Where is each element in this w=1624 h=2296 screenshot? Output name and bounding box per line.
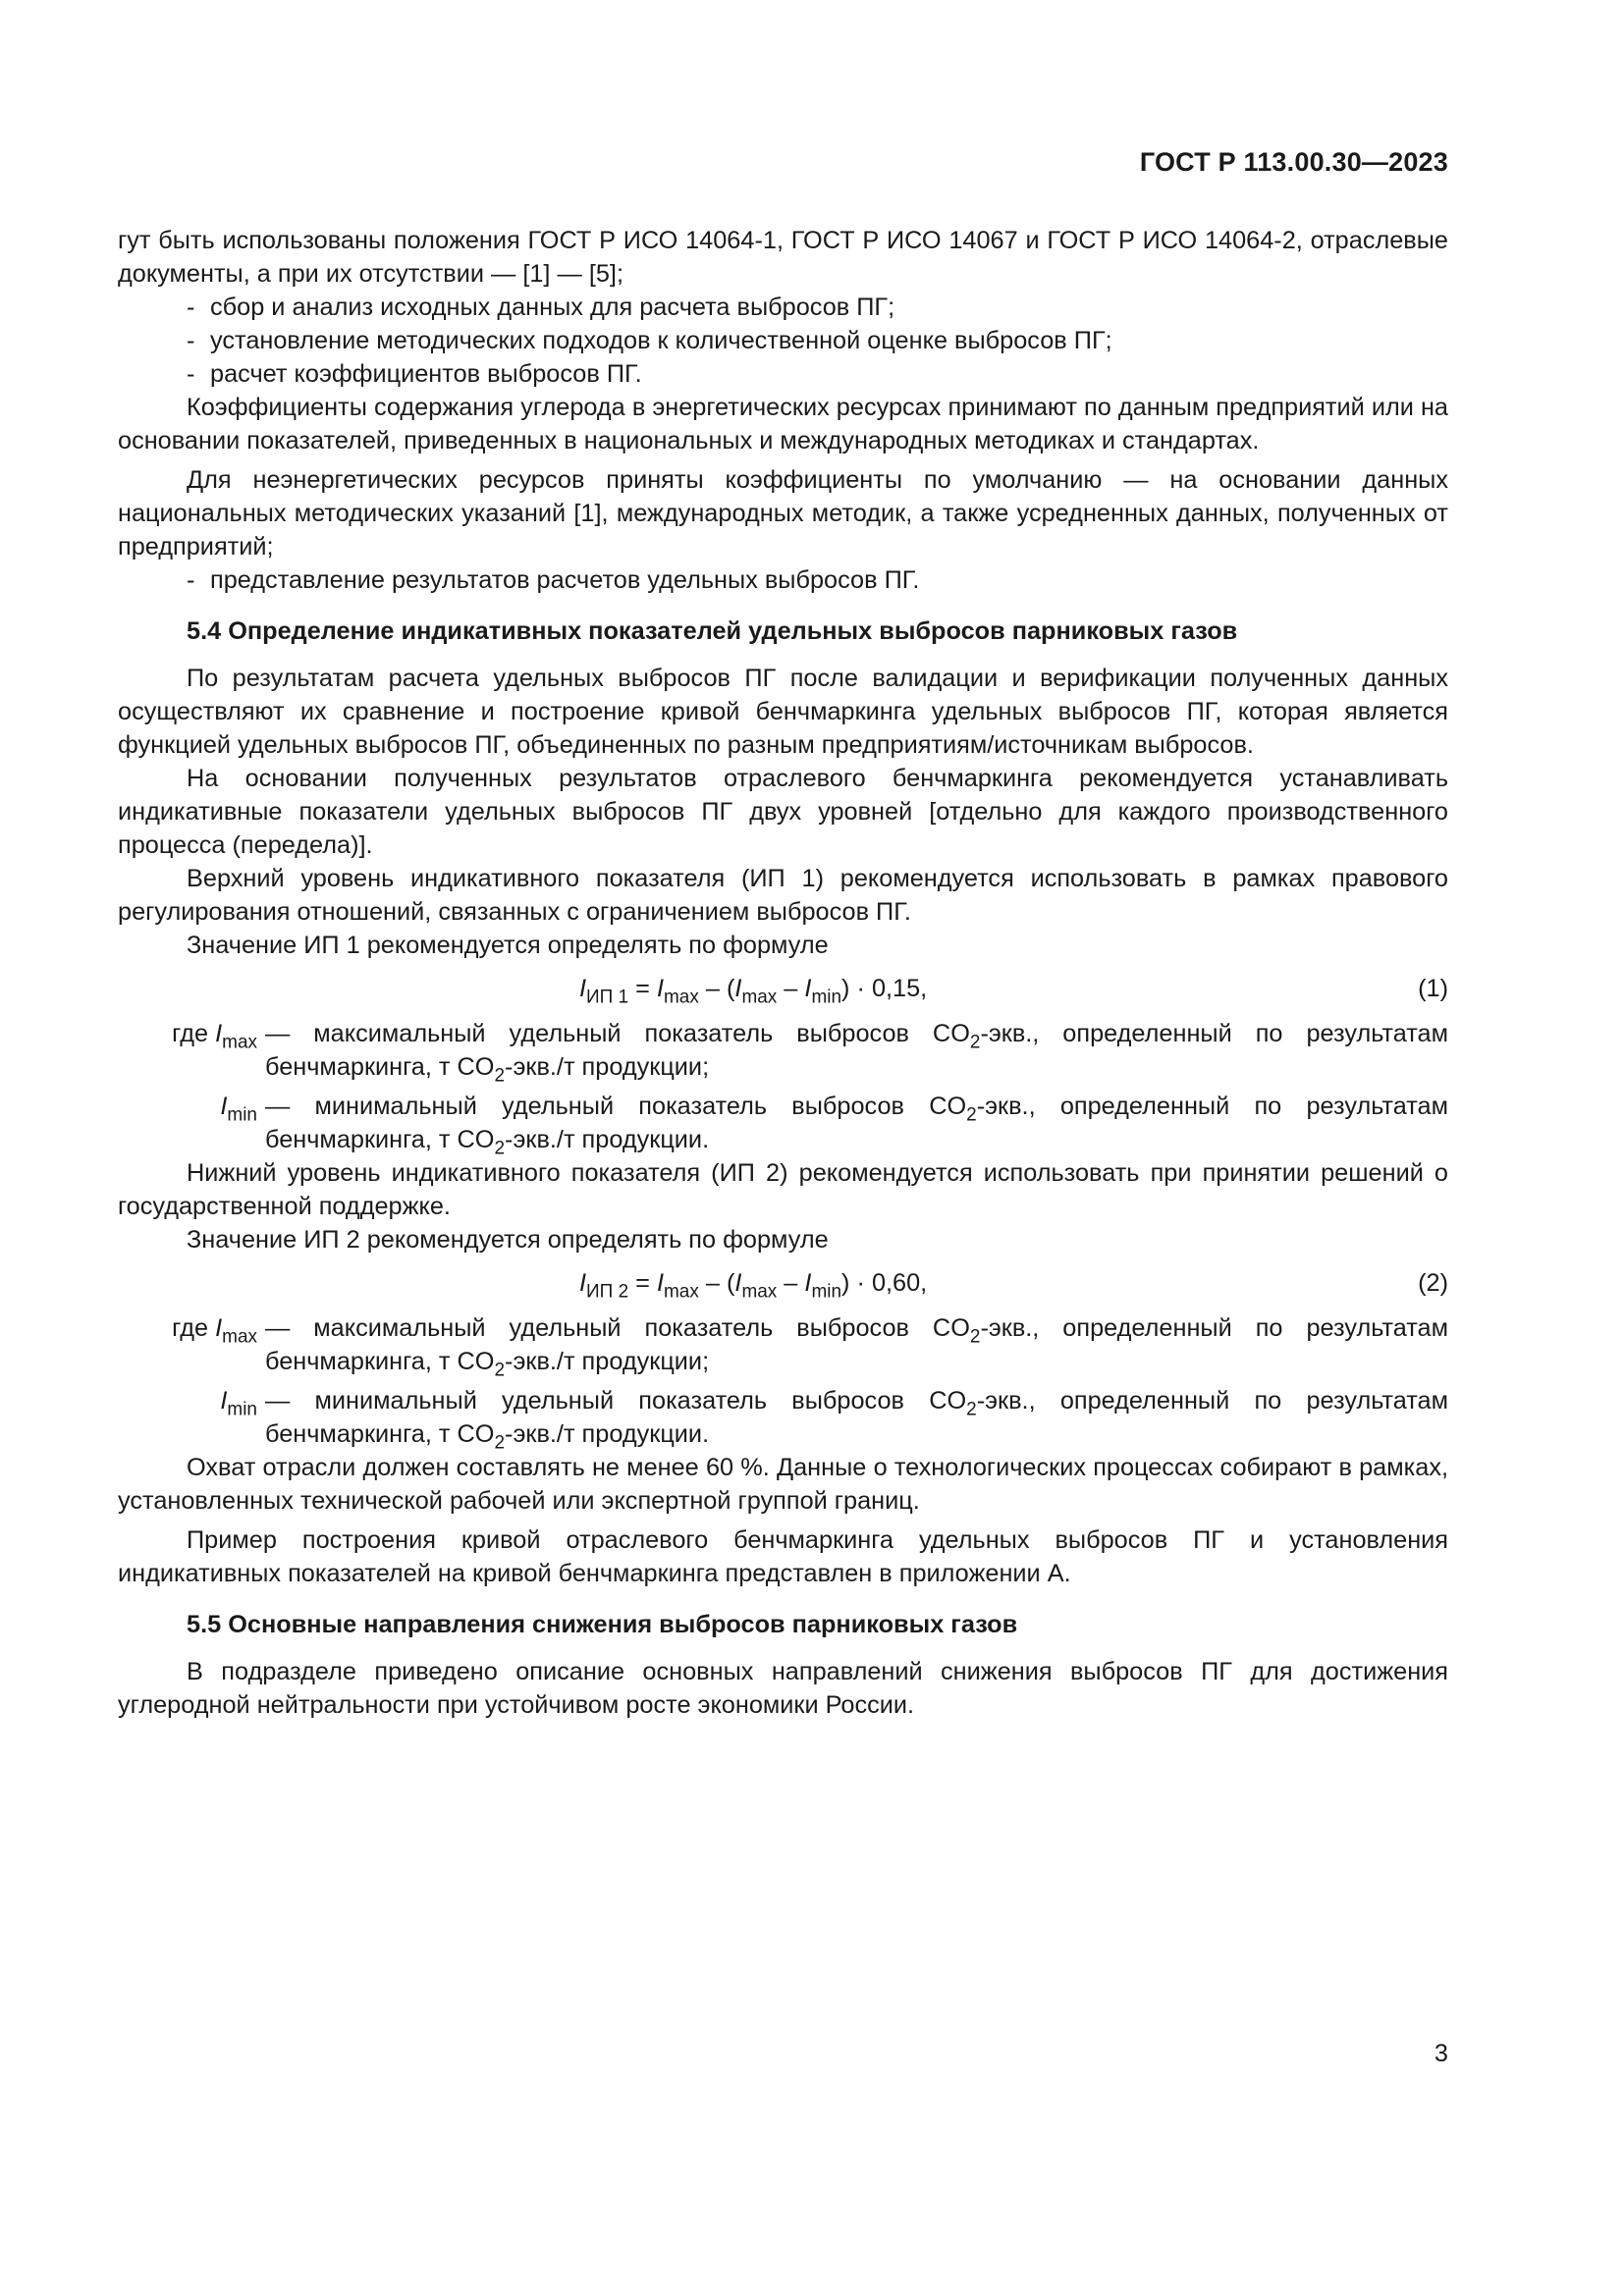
list-item-text: расчет коэффициентов выбросов ПГ. [210, 360, 642, 388]
definition-imax: где $I_{max}$ — максимальный удельный показатель выбросов $CO_2$-экв., определенный по результатам бенчмаркинга, т $CO_2-экв./т$ продукции; [172, 1314, 1448, 1381]
list-item-text: сбор и анализ исходных данных для расчета выбросов ПГ; [210, 294, 895, 321]
paragraph: На основании полученных результатов отраслевого бенчмаркинга рекомендуется устанавливать индикативные показатели удельных выбросов ПГ двух уровней [отдельно для каждого производственного процесса (передела)]. [118, 765, 1448, 859]
paragraph: Для неэнергетических ресурсов приняты коэффициенты по умолчанию — на основании данных национальных методических указаний [1], международных методик, а также усредненных данных, полученных от предприятий; [118, 466, 1448, 561]
paragraph: Охват отрасли должен составлять не менее 60 %. Данные о технологических процессах собирают в рамках, установленных технической рабочей или экспертной группой границ. [118, 1454, 1448, 1515]
paragraph: Пример построения кривой отраслевого бенчмаркинга удельных выбросов ПГ и установления индикативных показателей на кривой бенчмаркинга представлен в приложении А. [118, 1526, 1448, 1587]
formula-expression: $I_{ИП 1} = I_{max} - (I_{max} - I_{min}) \cdot 0,15$, [579, 975, 928, 1008]
definition-imin: $I_{min}$ — минимальный удельный показатель выбросов $CO_2$-экв., определенный по результатам бенчмаркинга, т $CO_2-экв./т$ продукции. [220, 1093, 1448, 1159]
list-item: - расчет коэффициентов выбросов ПГ. [187, 360, 642, 388]
definition-imin: $I_{min}$ — минимальный удельный показатель выбросов $CO_2$-экв., определенный по результатам бенчмаркинга, т $CO_2-экв./т$ продукции. [220, 1387, 1448, 1454]
list-item: - представление результатов расчетов удельных выбросов ПГ. [187, 566, 920, 594]
paragraph: гут быть использованы положения ГОСТ Р ИСО 14064-1, ГОСТ Р ИСО 14067 и ГОСТ Р ИСО 14064-2, отраслевые документы, а при их отсутствии — [1] — [5]; [118, 227, 1448, 288]
paragraph: По результатам расчета удельных выбросов ПГ после валидации и верификации полученных данных осуществляют их сравнение и построение кривой бенчмаркинга удельных выбросов ПГ, которая является функцией удельных выбросов ПГ, объединенных по разным предприятиям/источникам выбросов. [118, 665, 1448, 759]
list-item: - установление методических подходов к количественной оценке выбросов ПГ; [187, 327, 1112, 354]
document-code: ГОСТ Р 113.00.30—2023 [1139, 147, 1448, 177]
formula-expression: $I_{ИП 2} = I_{max} - (I_{max} - I_{min}) \cdot 0,60$, [579, 1269, 928, 1303]
list-item-text: установление методических подходов к количественной оценке выбросов ПГ; [210, 327, 1112, 354]
formula-number: (2) [1418, 1269, 1448, 1297]
document-body [118, 224, 1448, 1722]
formula-number: (1) [1418, 975, 1448, 1002]
paragraph: В подразделе приведено описание основных направлений снижения выбросов ПГ для достижения углеродной нейтральности при устойчивом росте экономики России. [118, 1658, 1448, 1719]
definition-imax: где $I_{max}$ — максимальный удельный показатель выбросов $CO_2$-экв., определенный по результатам бенчмаркинга, т $CO_2-экв./т$ продукции; [172, 1020, 1448, 1087]
section-heading-5-4: 5.4 Определение индикативных показателей удельных выбросов парниковых газов [187, 617, 1238, 645]
paragraph: Значение ИП 1 рекомендуется определять по формуле [187, 932, 829, 959]
paragraph: Нижний уровень индикативного показателя (ИП 2) рекомендуется использовать при принятии решений о государственной поддержке. [118, 1159, 1448, 1220]
page-number: 3 [1434, 2040, 1448, 2067]
list-item: - сбор и анализ исходных данных для расчета выбросов ПГ; [187, 294, 895, 321]
paragraph: Верхний уровень индикативного показателя (ИП 1) рекомендуется использовать в рамках правового регулирования отношений, связанных с ограничением выбросов ПГ. [118, 865, 1448, 926]
list-item-text: представление результатов расчетов удельных выбросов ПГ. [210, 566, 920, 594]
paragraph: Значение ИП 2 рекомендуется определять по формуле [187, 1226, 829, 1254]
paragraph: Коэффициенты содержания углерода в энергетических ресурсах принимают по данным предприятий или на основании показателей, приведенных в национальных и международных методиках и стандартах. [118, 394, 1448, 454]
formula-1 [118, 972, 1448, 1008]
section-heading-5-5: 5.5 Основные направления снижения выбросов парниковых газов [187, 1611, 1018, 1638]
formula-2 [118, 1266, 1448, 1303]
